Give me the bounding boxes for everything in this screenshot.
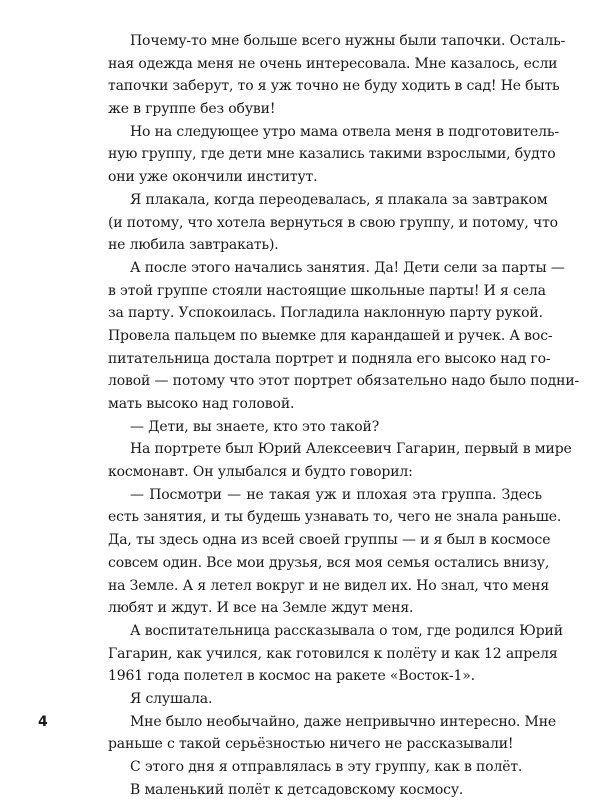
text-line: Мне было необычайно, даже непривычно интересно. Мне bbox=[130, 713, 557, 730]
text-line: А после этого начались занятия. Да! Дети сели за парты — bbox=[130, 259, 565, 276]
text-line: мать высоко над головой. bbox=[108, 396, 295, 412]
text-line: А воспитательница рассказывала о том, где родился Юрий bbox=[130, 622, 563, 639]
text-line: за парту. Успокоилась. Погладила наклонную парту рукой. bbox=[108, 305, 543, 322]
text-line: любят и ждут. И все на Земле ждут меня. bbox=[108, 600, 414, 617]
text-line: тапочки заберут, то я уж точно не буду ходить в сад! Не быть bbox=[108, 78, 560, 95]
text-line: на Земле. А я летел вокруг и не видел их. Но знал, что меня bbox=[108, 577, 550, 594]
text-line: Я плакала, когда переодевалась, я плакала за завтраком bbox=[130, 191, 548, 208]
text-line: ная одежда меня не очень интересовала. Мне казалось, если bbox=[108, 55, 558, 72]
text-line: ловой — потому что этот портрет обязательно надо было подни- bbox=[108, 373, 580, 390]
page-number: 4 bbox=[38, 714, 48, 730]
text-line: Почему-то мне больше всего нужны были тапочки. Осталь- bbox=[130, 33, 566, 49]
text-line: же в группе без обуви! bbox=[108, 101, 276, 118]
text-line: — Дети, вы знаете, кто это такой? bbox=[130, 418, 380, 435]
text-line: (и потому, что хотела вернуться в свою группу, и потому, что bbox=[108, 214, 558, 231]
text-line: Провела пальцем по выемке для карандашей и ручек. А вос- bbox=[108, 327, 553, 344]
text-line: ную группу, где дети мне казались такими взрослыми, будто bbox=[108, 146, 556, 163]
text-line: В маленький полёт к детсадовскому космосу. bbox=[130, 781, 464, 798]
text-line: питательница достала портрет и подняла его высоко над го- bbox=[108, 350, 551, 367]
text-line: С этого дня я отправлялась в эту группу, как в полёт. bbox=[130, 759, 523, 775]
text-line: в этой группе стояли настоящие школьные парты! И я села bbox=[108, 282, 546, 299]
text-line: 1961 года полетел в космос на ракете «Восток-1». bbox=[108, 668, 475, 685]
text-line: — Посмотри — не такая уж и плохая эта группа. Здесь bbox=[130, 486, 542, 503]
text-line: раньше с такой серьёзностью ничего не рассказывали! bbox=[108, 736, 514, 753]
text-line: Я слушала. bbox=[130, 690, 213, 707]
text-line: не любила завтракать). bbox=[108, 237, 279, 254]
text-line: они уже окончили институт. bbox=[108, 169, 318, 186]
text-line: Да, ты здесь одна из всей своей группы — и я был в космосе bbox=[108, 532, 551, 549]
text-line: совсем один. Все мои друзья, вся моя семья остались внизу, bbox=[108, 554, 550, 571]
body-text bbox=[108, 30, 580, 801]
text-line: космонавт. Он улыбался и будто говорил: bbox=[108, 464, 413, 481]
text-line: есть занятия, и ты будешь узнавать то, чего не знала раньше. bbox=[108, 509, 562, 526]
text-line: Но на следующее утро мама отвела меня в подготовитель- bbox=[130, 123, 559, 140]
text-line: Гагарин, как учился, как готовился к полёту и как 12 апреля bbox=[108, 645, 558, 662]
text-line: На портрете был Юрий Алексеевич Гагарин, первый в мире bbox=[130, 441, 572, 458]
